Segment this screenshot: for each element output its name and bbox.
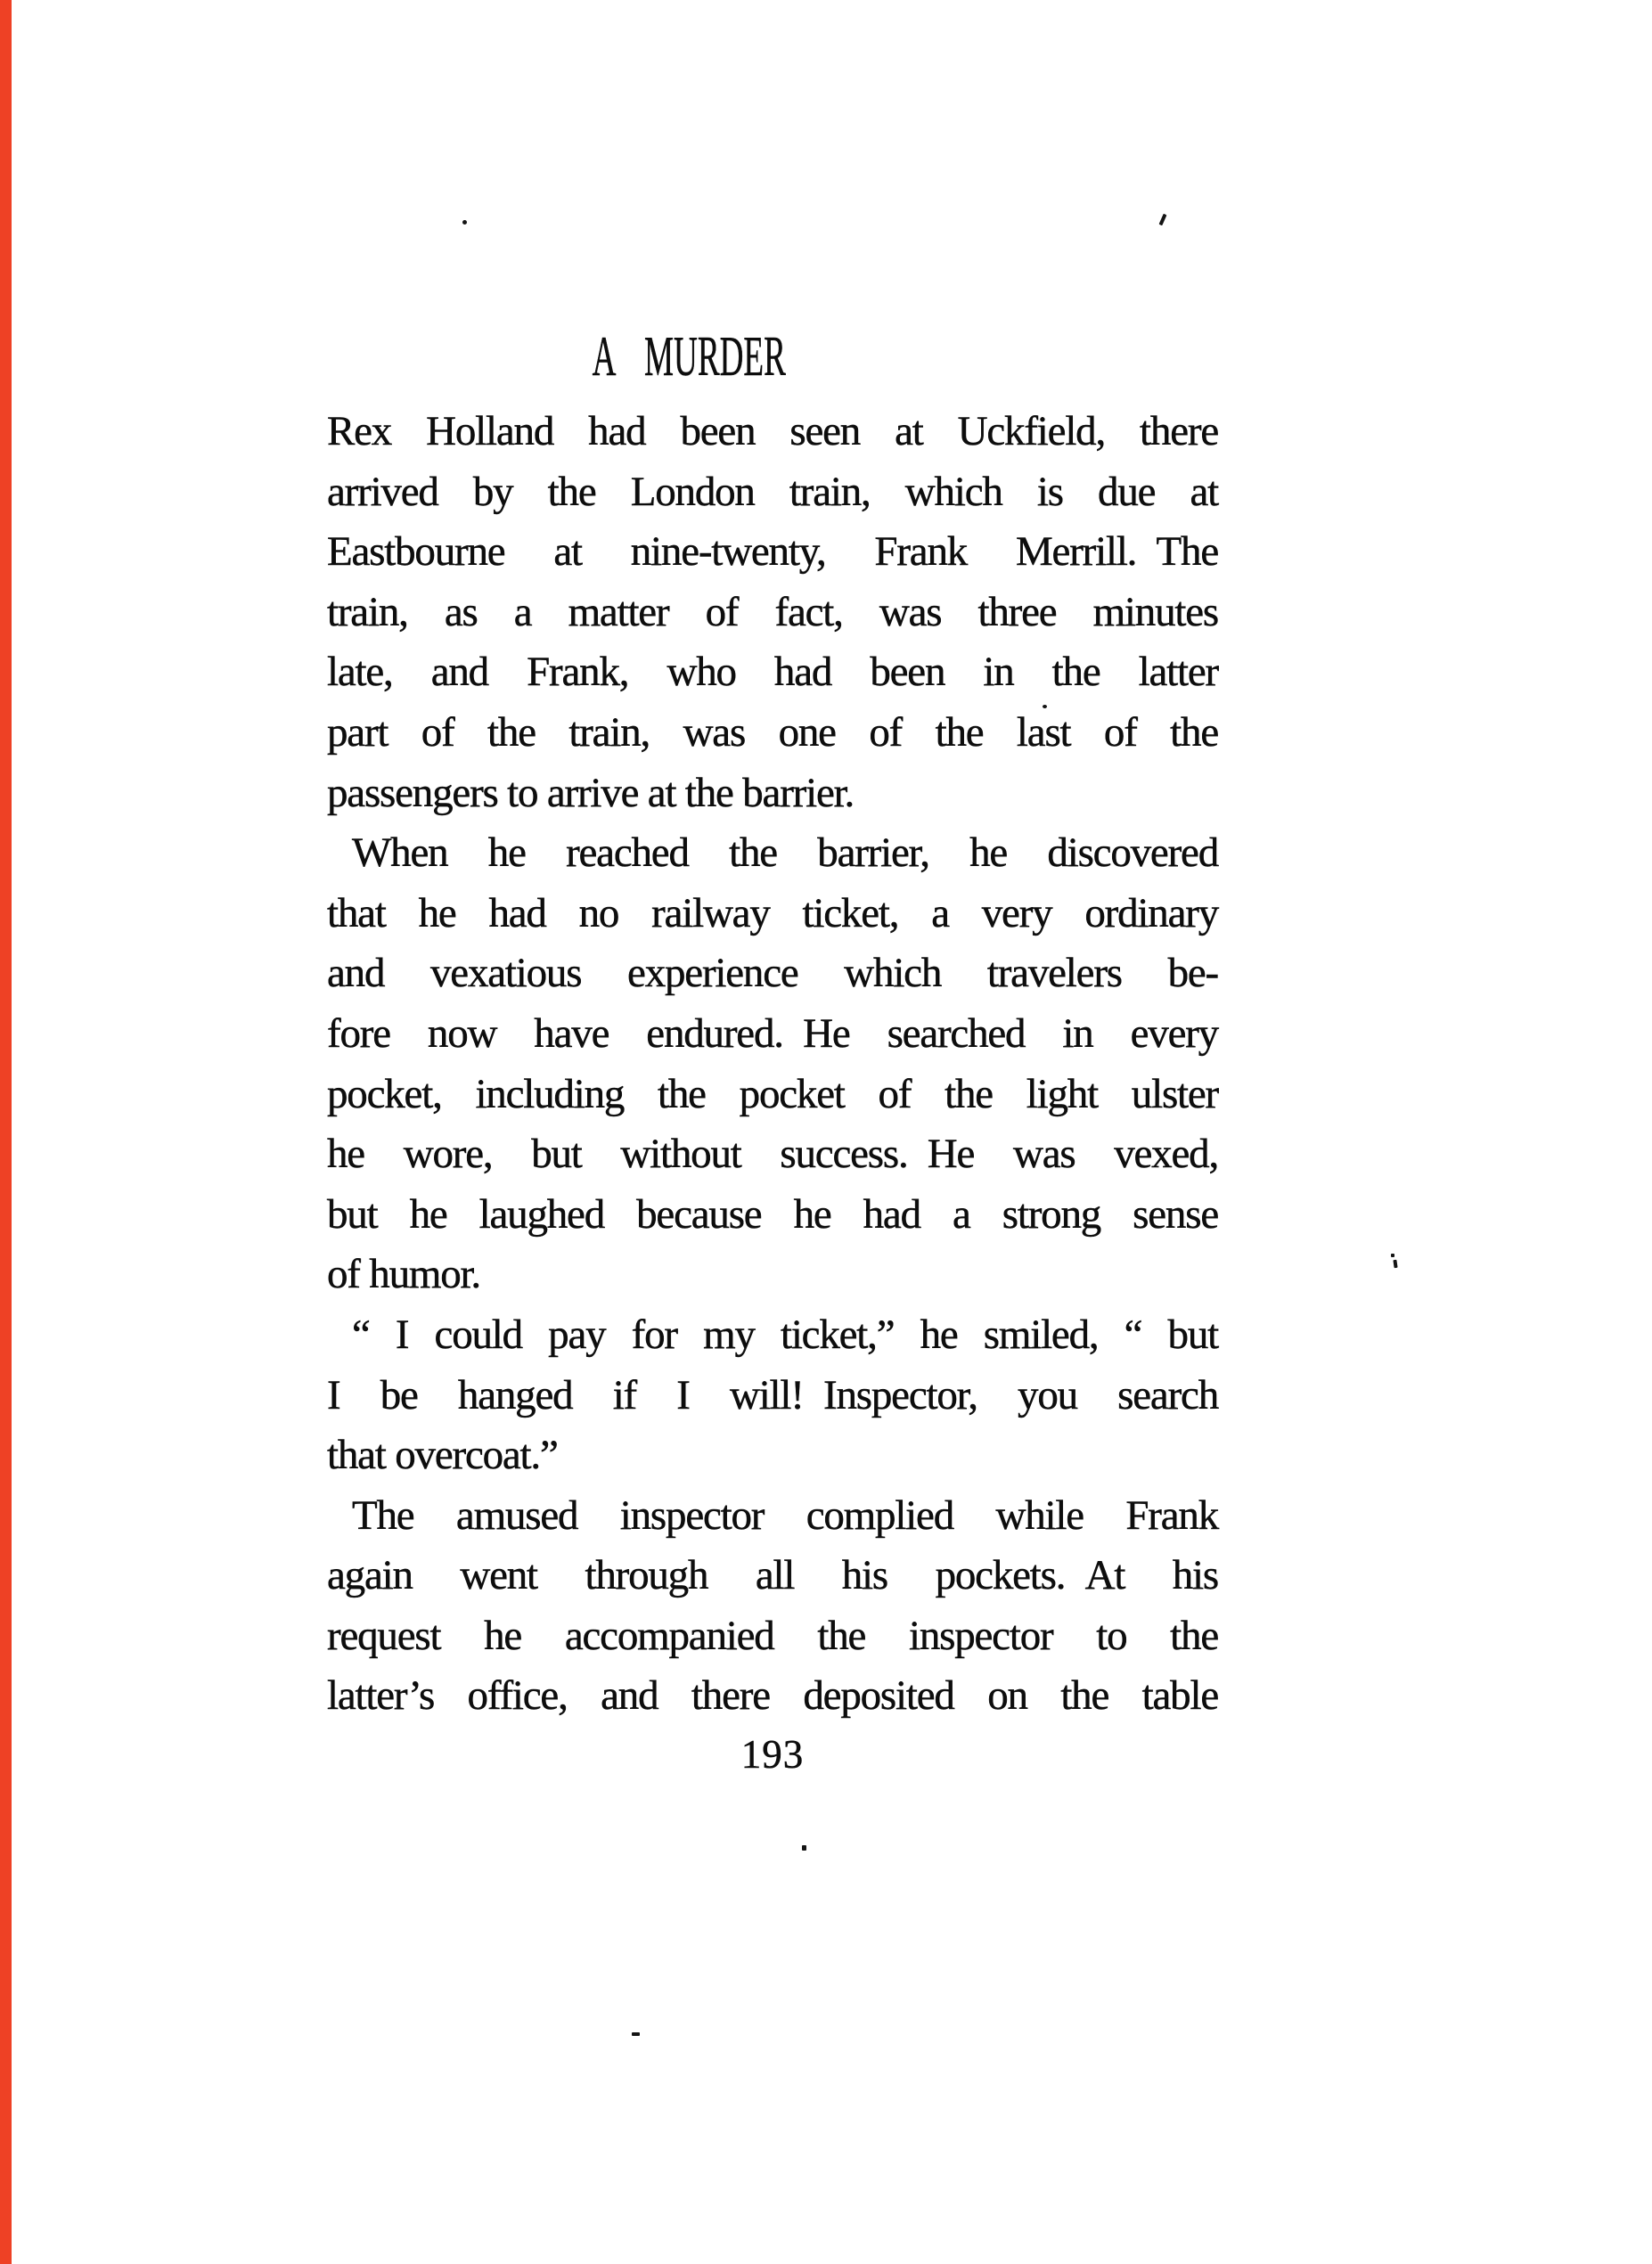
text-line: latter’s office, and there deposited on the table bbox=[327, 1672, 1218, 1720]
ink-speck bbox=[462, 220, 467, 225]
text-line: Eastbourne at nine-twenty, Frank Merrill. The bbox=[327, 528, 1218, 576]
text-line: passengers to arrive at the barrier. bbox=[327, 769, 855, 816]
ink-speck bbox=[802, 1845, 806, 1851]
text-line: that overcoat.” bbox=[327, 1432, 558, 1479]
text-line: fore now have endured. He searched in every bbox=[327, 1009, 1218, 1057]
text-line: part of the train, was one of the last of the bbox=[327, 708, 1218, 756]
text-line: “ I could pay for my ticket,” he smiled, “ but bbox=[352, 1311, 1218, 1358]
text-line: of humor. bbox=[327, 1251, 480, 1298]
text-line: arrived by the London train, which is due at bbox=[327, 468, 1218, 515]
text-line: The amused inspector complied while Frank bbox=[352, 1492, 1218, 1539]
page-number: 193 bbox=[740, 1732, 805, 1777]
chapter-heading-row bbox=[327, 324, 1218, 388]
text-line: Rex Holland had been seen at Uckfield, there bbox=[327, 408, 1218, 454]
ink-speck bbox=[1043, 705, 1047, 708]
text-line: that he had no railway ticket, a very ordinary bbox=[327, 889, 1218, 936]
text-line: and vexatious experience which travelers be- bbox=[327, 950, 1218, 997]
text-line: late, and Frank, who had been in the latter bbox=[327, 649, 1218, 696]
body-text-column bbox=[327, 402, 1218, 1727]
ink-speck bbox=[632, 2032, 640, 2036]
ink-speck bbox=[1391, 1254, 1394, 1257]
ink-speck bbox=[1393, 1260, 1397, 1268]
text-line: request he accompanied the inspector to the bbox=[327, 1612, 1218, 1659]
chapter-heading: A MURDER bbox=[592, 324, 786, 388]
text-line: he wore, but without success. He was vexed, bbox=[327, 1131, 1218, 1178]
text-line: I be hanged if I will! Inspector, you search bbox=[327, 1371, 1218, 1418]
text-line: pocket, including the pocket of the light ulster bbox=[327, 1070, 1218, 1117]
scan-edge-strip bbox=[0, 0, 12, 2264]
text-line: train, as a matter of fact, was three minutes bbox=[327, 588, 1218, 635]
text-line: When he reached the barrier, he discovered bbox=[352, 830, 1218, 877]
text-line: again went through all his pockets. At his bbox=[327, 1552, 1218, 1599]
slash-mark bbox=[1159, 214, 1167, 226]
text-line: but he laughed because he had a strong sense bbox=[327, 1190, 1218, 1238]
